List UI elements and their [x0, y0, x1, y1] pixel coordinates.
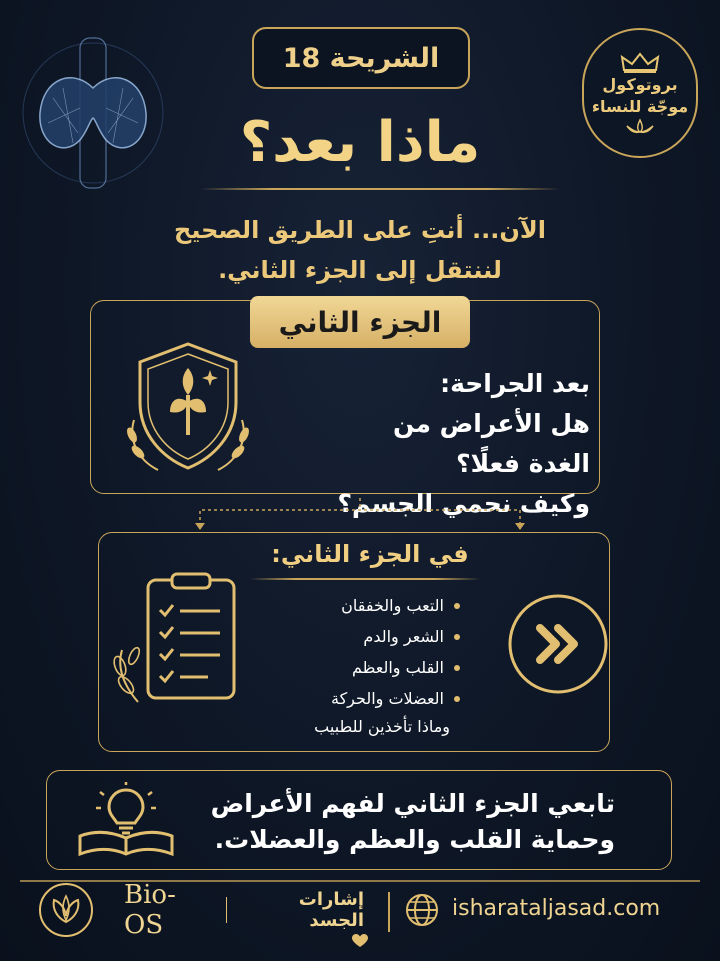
list-item-label: القلب والعظم [351, 658, 444, 677]
list-item-label: الشعر والدم [363, 627, 444, 646]
dotted-connector [180, 496, 540, 532]
part-two-title: الجزء الثاني [250, 296, 470, 348]
list-item [250, 590, 460, 621]
heart-icon [352, 934, 368, 948]
list-item [250, 621, 460, 652]
bullet-icon [454, 696, 460, 702]
topics-title: في الجزء الثاني: [271, 540, 469, 568]
seal-line-1: بروتوكول [602, 75, 678, 94]
website-link[interactable]: isharataljasad.com [452, 896, 661, 921]
women-protocol-seal [582, 28, 698, 158]
footer-separator [388, 892, 390, 932]
title-divider [200, 188, 560, 190]
shield-plant-icon [118, 340, 258, 480]
intro-line-1: الآن... أنتِ على الطريق الصحيح [174, 216, 546, 244]
intro-line-2: لننتقل إلى الجزء الثاني. [218, 256, 502, 284]
slide-number-badge [252, 27, 470, 89]
topics-divider [250, 578, 480, 580]
lotus-icon [623, 118, 657, 134]
bullet-icon [454, 603, 460, 609]
call-to-action-text [200, 786, 615, 858]
topics-extra-line: وماذا تأخذين للطبيب [314, 717, 450, 736]
bullet-icon [454, 665, 460, 671]
brand-name-english: Bio-OS [124, 880, 176, 940]
cta-line-1: تابعي الجزء الثاني لفهم الأعراض [210, 789, 615, 818]
crown-icon [620, 52, 660, 74]
brand-name [124, 880, 364, 940]
brand-name-arabic: إشارات الجسد [298, 889, 364, 931]
list-item [250, 652, 460, 683]
cta-line-2: وحماية القلب والعظم والعضلات. [214, 825, 615, 854]
footer-divider [20, 880, 700, 882]
intro-text [120, 210, 600, 290]
seal-line-2: موجّة للنساء [591, 97, 689, 116]
list-item [250, 683, 460, 714]
globe-icon [404, 892, 440, 928]
next-chevrons-icon[interactable] [506, 592, 610, 696]
list-item-label: العضلات والحركة [330, 689, 444, 708]
lightbulb-book-icon [76, 782, 176, 858]
thyroid-illustration [18, 28, 168, 198]
list-item-label: التعب والخفقان [341, 596, 444, 615]
brand-separator [226, 897, 227, 923]
slide-number-label: الشريحة 18 [282, 42, 440, 74]
topics-list [250, 590, 460, 714]
main-title: ماذا بعد؟ [239, 110, 481, 175]
bullet-icon [454, 634, 460, 640]
part-two-line-1: بعد الجراحة: [440, 369, 590, 398]
part-two-line-3: وكيف نحمي الجسم؟ [337, 489, 590, 518]
clipboard-checklist-icon [108, 570, 238, 710]
brand-logo-icon [38, 882, 94, 938]
part-two-line-2: هل الأعراض من الغدة فعلًا؟ [392, 409, 590, 478]
